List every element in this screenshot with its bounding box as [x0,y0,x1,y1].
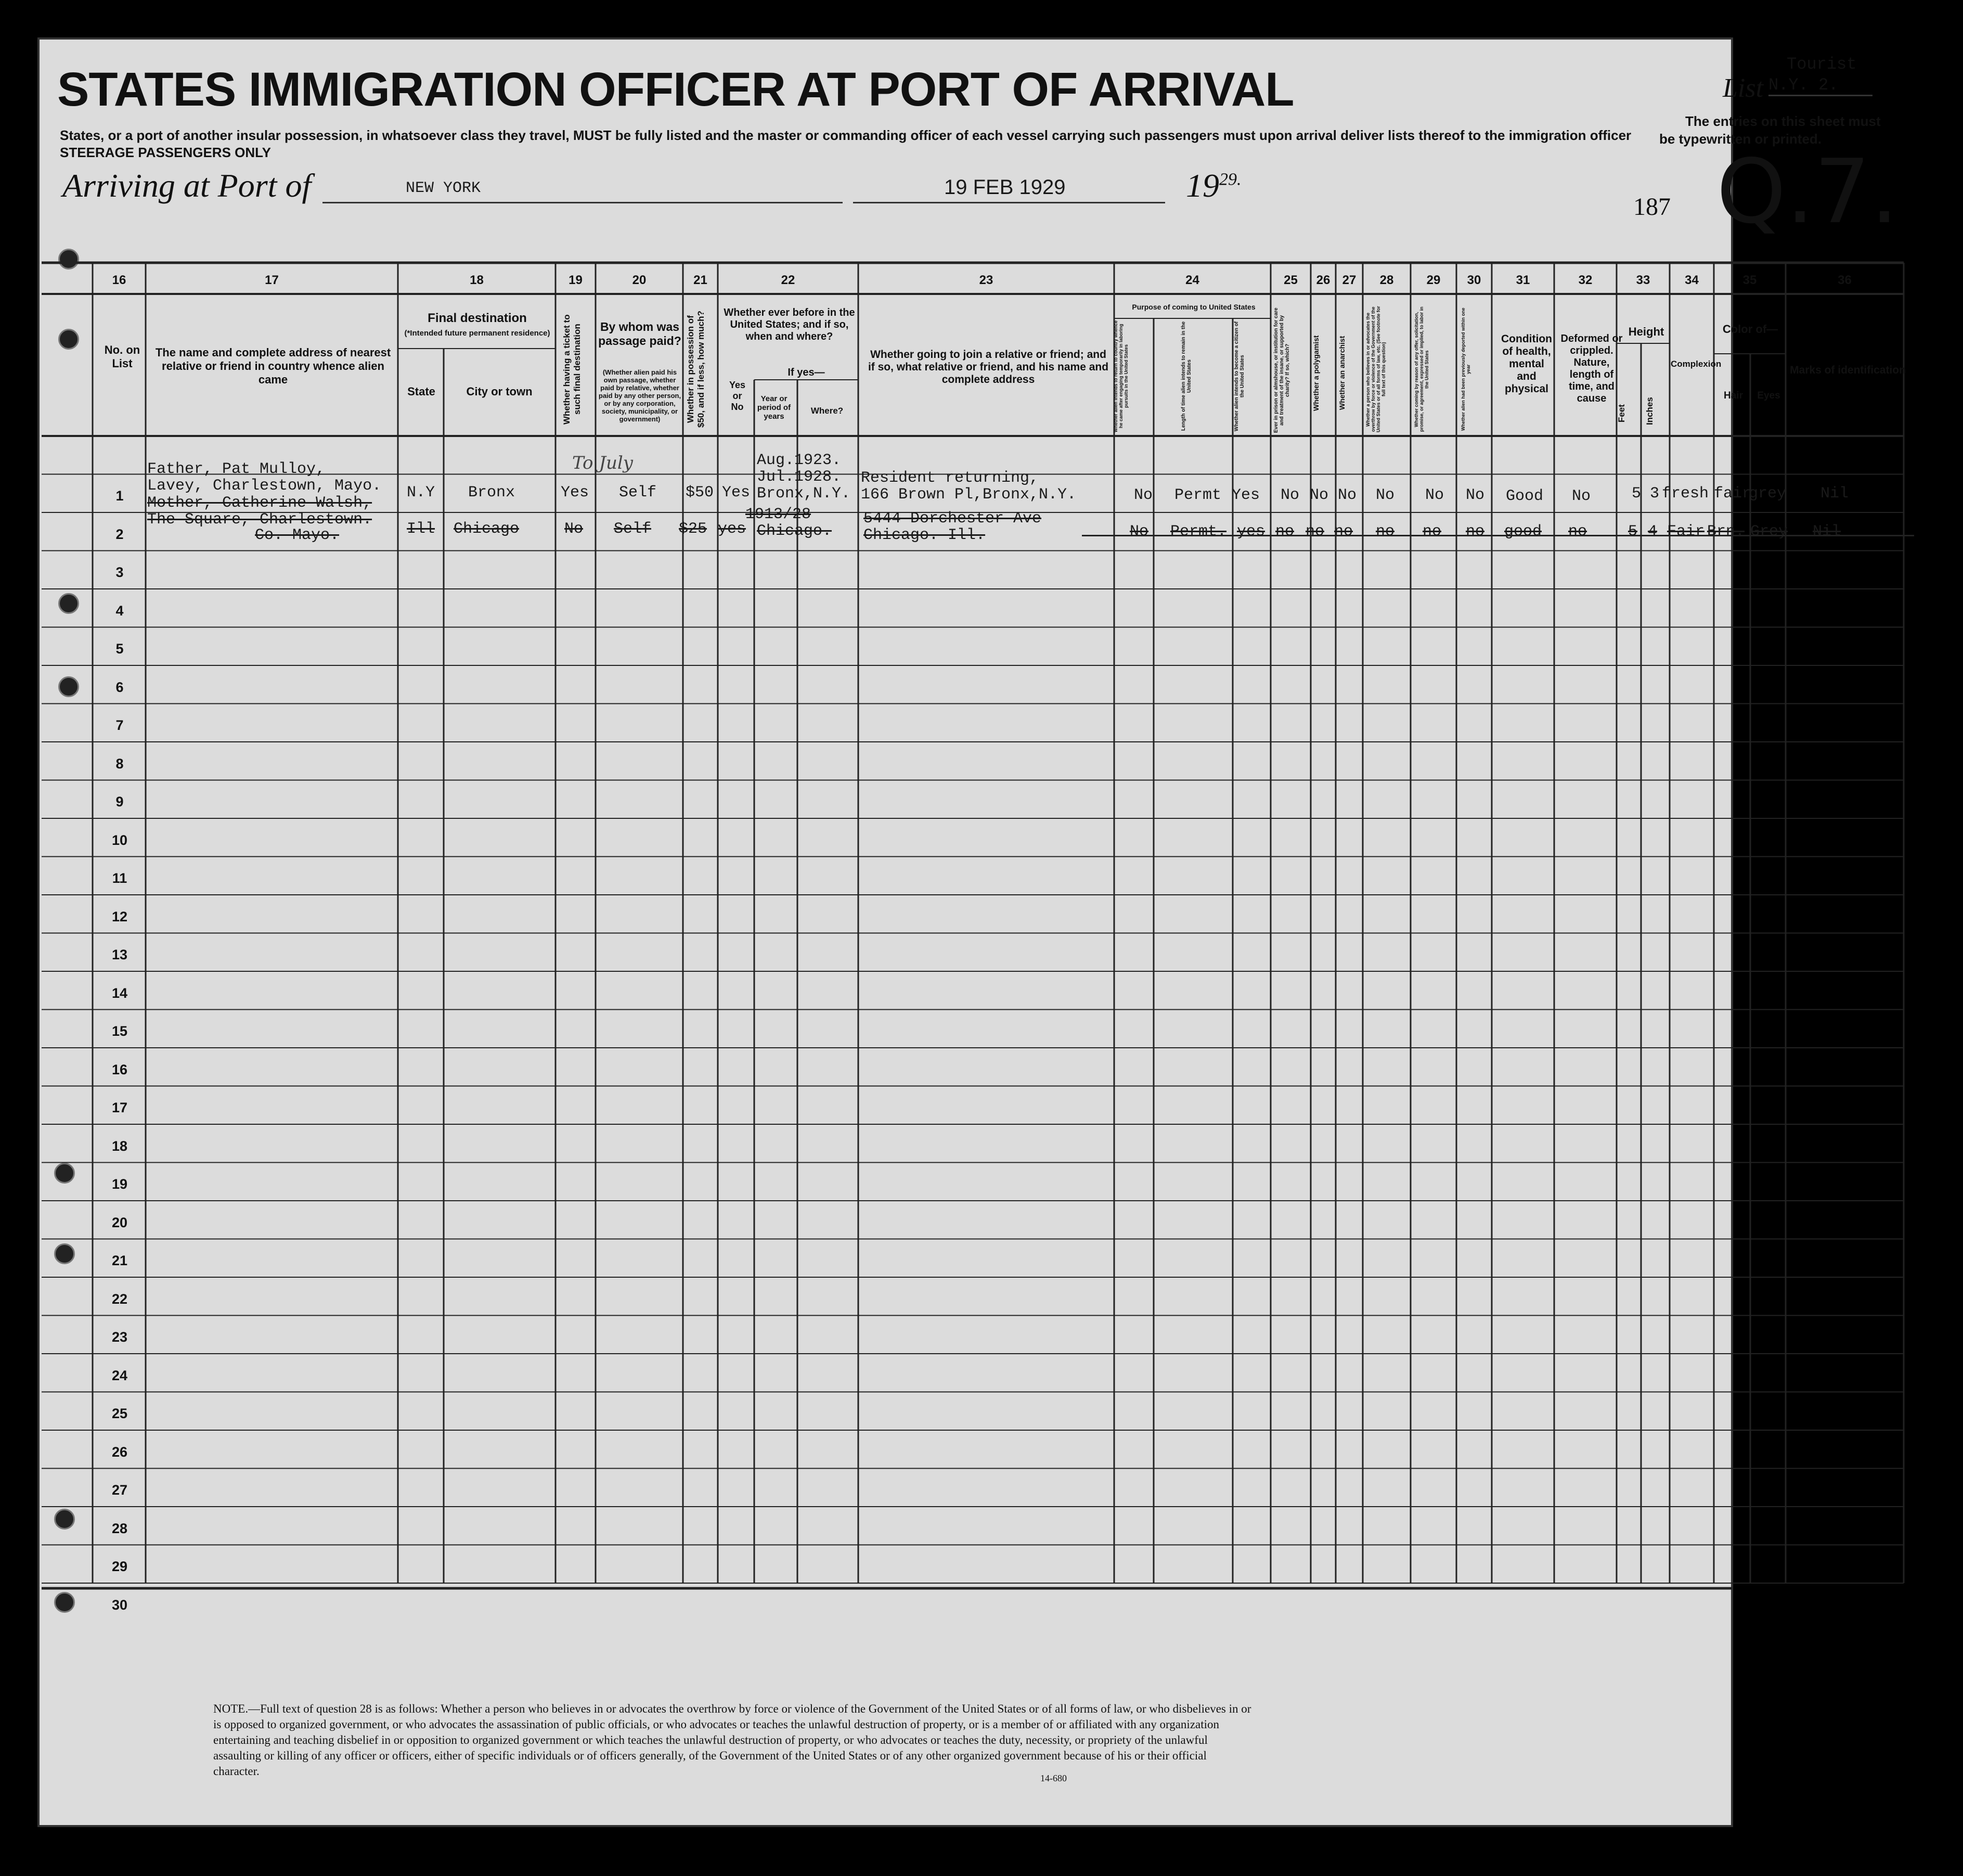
row2-strikeout-line [1082,535,1914,536]
row-number: 15 [111,1023,128,1039]
header-purpose: Purpose of coming to United States [1132,303,1256,311]
row-number: 8 [115,755,124,772]
header-paid-by-note: (Whether alien paid his own passage, whether paid by relative, whether paid by any other person, or by any corporation, society, municipality, or government) [598,368,681,423]
row2-relative-line3: Co. Mayo. [255,526,340,544]
row1-hair: fair [1714,485,1752,503]
row-number: 24 [111,1367,128,1383]
column-number: 27 [1342,273,1357,287]
arrival-date-stamp: 19 FEB 1929 [944,176,1066,199]
row1-ticket: Yes [561,484,589,502]
column-number: 23 [979,273,993,287]
sheet-mark-handwritten: Q.7. [1716,140,1899,243]
header-steerage-note: STEERAGE PASSENGERS ONLY [60,145,271,160]
row2-length: Permt. [1170,523,1227,541]
row-number: 27 [111,1482,128,1498]
column-number: 20 [632,273,647,287]
row-number: 20 [111,1214,128,1230]
row-number: 18 [111,1138,128,1154]
row-number: 21 [111,1253,128,1268]
header-where: Where? [810,406,844,416]
row2-deformed: no [1568,523,1587,541]
header-city: City or town [466,385,533,398]
column-number: 31 [1516,273,1530,287]
column-number: 33 [1636,273,1650,287]
row2-city: Chicago [454,520,520,538]
header-subline: States, or a port of another insular possession, in whatsoever class they travel, MUST be fully listed and the master or commanding officer of each vessel carrying such passengers must upon arrival deliver lists thereof to the immigration officer [60,127,1632,143]
row-number: 6 [115,679,124,695]
row2-paid-by: Self [614,520,652,538]
column-number: 36 [1838,273,1852,287]
row2-marks: Nil [1813,523,1841,541]
row-number: 14 [111,985,128,1001]
column-number: 19 [569,273,583,287]
row2-relative-line2: The Square, Charlestown. [147,511,372,529]
header-anarchist: Whether an anarchist [1338,336,1346,410]
row2-money: $25 [679,520,707,538]
row1-where: Bronx,N.Y. [757,485,851,503]
column-number: 34 [1685,273,1699,287]
row-number: 29 [111,1559,128,1574]
port-value: NEW YORK [406,179,481,197]
column-number: 24 [1185,273,1199,287]
header-return-intent: Whether alien intends to return to country whence he came after engaging temporarily in laboring pursuits in the United States [1113,320,1129,432]
row2-polygamist: no [1306,523,1325,541]
row1-relative-line2: Lavey, Charlestown, Mayo. [147,477,382,495]
row1-citizen: Yes [1232,486,1260,504]
header-period: Year or period of years [757,394,791,421]
header-paid-by: By whom was passage paid? [598,320,681,348]
header-polygamist: Whether a polygamist [1312,335,1320,411]
header-health: Condition of health, mental and physical [1501,333,1552,395]
row2-feet: 5 [1628,523,1638,541]
row2-where: Chicago. [757,522,832,540]
header-ever-before: Whether ever before in the United States; and if so, when and where? [724,307,855,342]
column-number: 18 [470,273,484,287]
arriving-label: Arriving at Port of [62,167,312,204]
row-number: 19 [111,1176,128,1192]
header-eyes: Eyes [1757,390,1780,401]
header-yes-no: Yes or No [729,380,746,412]
header-marks: Marks of identification [1790,364,1906,376]
row-number: 13 [111,947,128,962]
list-class: Tourist [1787,55,1857,74]
header-hair: Hair [1724,390,1743,401]
column-number: 26 [1316,273,1331,287]
header-citizen-intent: Whether alien intends to become a citizen of the United States [1234,321,1245,431]
row2-state: Ill [407,520,435,538]
row1-q28: No [1376,486,1395,504]
row-number: 4 [115,602,124,619]
row-number: 5 [115,641,124,657]
header-inches: Inches [1645,397,1655,425]
row1-marks: Nil [1820,485,1849,503]
column-number: 22 [781,273,795,287]
typewritten-note: The entries on this sheet must [1685,113,1881,129]
row2-anarchist: no [1334,523,1353,541]
row-number: 17 [111,1100,128,1115]
row1-eyes: grey [1749,485,1787,503]
row1-state: N.Y [407,484,435,502]
header-if-yes: If yes— [787,367,825,378]
row-number: 22 [111,1291,128,1307]
header-state: State [407,385,435,398]
list-number: N.Y. 2. [1768,75,1872,96]
row2-hair: Brn. [1707,523,1745,541]
row2-complexion: Fair [1667,523,1705,541]
row1-polygamist: No [1310,486,1329,504]
row1-complexion: fresh [1662,485,1709,503]
row-number: 28 [111,1520,128,1536]
column-number: 28 [1379,273,1394,287]
row1-join-line2: 166 Brown Pl,Bronx,N.Y. [861,486,1077,504]
list-label: List [1723,73,1764,103]
row1-handwritten-annotation: To July [572,453,633,473]
page-title: STATES IMMIGRATION OFFICER AT PORT OF ARRIVAL [57,63,1294,116]
row1-deformed: No [1572,487,1591,505]
column-number: 17 [265,273,279,287]
row2-prison: no [1275,523,1295,541]
header-no-on-list: No. on List [104,343,140,370]
row1-join-line1: Resident returning, [861,469,1039,487]
header-feet: Feet [1617,404,1626,423]
row2-relative-line1: Mother, Catherine Walsh, [147,494,372,512]
header-join-relative: Whether going to join a relative or friend; and if so, what relative or friend, and his name and complete address [868,349,1109,386]
row-number: 3 [115,564,124,580]
header-final-destination: Final destination [428,311,527,325]
column-number: 30 [1467,273,1481,287]
row2-return-intent: No [1130,523,1149,541]
row-number: 2 [115,526,124,542]
row2-q28: no [1376,523,1395,541]
row2-before: yes [718,520,746,538]
row1-prison: No [1281,486,1300,504]
header-q29: Whether coming by reason of any offer, solicitation, promise, or agreement, expressed or implied, to labor in the United States [1414,306,1429,432]
row2-q29: no [1423,523,1442,541]
row1-q29: No [1425,486,1444,504]
column-number: 25 [1284,273,1298,287]
row-number: 12 [111,908,128,924]
row-number: 7 [115,717,124,733]
header-deported: Whether alien had been previously deported within one year [1461,307,1471,431]
header-prison: Ever in prison or almshouse, or institution for care and treatment of the insane, or supported by charity? If so, which? [1273,307,1290,433]
header-color-of: Color of— [1722,323,1778,336]
column-number: 29 [1426,273,1441,287]
row1-period-line2: Jul.1928. [757,468,842,486]
typewritten-note-2: be typewritten or printed. [1659,131,1822,147]
row-number: 30 [111,1597,128,1613]
row1-paid-by: Self [619,484,657,502]
header-height: Height [1628,325,1664,338]
row-number: 10 [111,832,128,848]
row1-return-intent: No [1134,486,1153,504]
row1-before: Yes [722,484,751,502]
sheet-number: 187 [1633,193,1671,221]
row2-citizen: yes [1237,523,1265,541]
row-number: 26 [111,1444,128,1460]
header-complexion: Complexion [1671,359,1722,369]
row1-relative-line1: Father, Pat Mulloy, [147,460,326,478]
row1-health: Good [1506,487,1544,505]
column-number: 35 [1742,273,1757,287]
header-length-stay: Length of time alien intends to remain in the United States [1181,322,1192,431]
header-deformed: Deformed or crippled. Nature, length of time, and cause [1560,333,1623,404]
row1-inches: 3 [1650,485,1660,503]
row1-feet: 5 [1632,485,1642,503]
row2-join-line1: 5444 Dorchester Ave [863,510,1042,528]
column-number: 21 [693,273,707,287]
row1-money: $50 [686,484,714,502]
header-final-destination-note: (*Intended future permanent residence) [404,329,550,338]
row-number: 23 [111,1329,128,1345]
row2-ticket: No [564,520,584,538]
header-ticket: Whether having a ticket to such final destination [562,314,582,425]
header-money: Whether in possession of $50, and if less, how much? [686,311,706,428]
column-number: 32 [1578,273,1593,287]
row2-health: good [1504,523,1542,541]
header-relative: The name and complete address of nearest relative or friend in country whence alien came [155,346,391,386]
row2-period: 1913/28 [745,506,811,523]
row2-eyes: Grey [1750,523,1788,541]
row1-deported: No [1466,486,1485,504]
row1-anarchist: No [1338,486,1357,504]
footnote-q28: NOTE.—Full text of question 28 is as follows: Whether a person who believes in or advocates the overthrow by force or violence of the Government of the United States or of all forms of law, or who disbelieves in or is opposed to organized government, or who advocates the assassination of public officials, or who advocates or teaches the unlawful destruction of property, or is a member of or affiliated with any organization entertaining and teaching disbelief in or opposition to organized government or which teaches the unlawful destruction of property, or who advocates or teaches the duty, necessity, or propriety of the unlawful assaulting or killing of any officer or officers, either of specific individuals or of officers generally, of the Government of the United States or of any other organized government because of his or their official character. [213,1702,1251,1778]
row1-city: Bronx [468,484,515,502]
row2-inches: 4 [1648,523,1658,541]
row2-deported: no [1466,523,1485,541]
column-number: 16 [112,273,126,287]
row1-length: Permt [1174,486,1222,504]
year-label: $19^{29.}$ [1186,167,1242,204]
row-number: 1 [115,488,124,504]
row-number: 25 [111,1406,128,1421]
row-number: 16 [111,1061,128,1077]
row-number: 9 [115,794,124,809]
row1-period-line1: Aug.1923. [757,452,842,469]
row-number: 11 [112,870,127,886]
form-number: 14-680 [1040,1773,1067,1783]
header-q28: Whether a person who believes in or advocates the overthrow by force or violence of the Government of the United States or of all forms of law, etc. (See footnote for full text of this question) [1365,306,1386,433]
row2-join-line2: Chicago. Ill. [863,526,986,544]
